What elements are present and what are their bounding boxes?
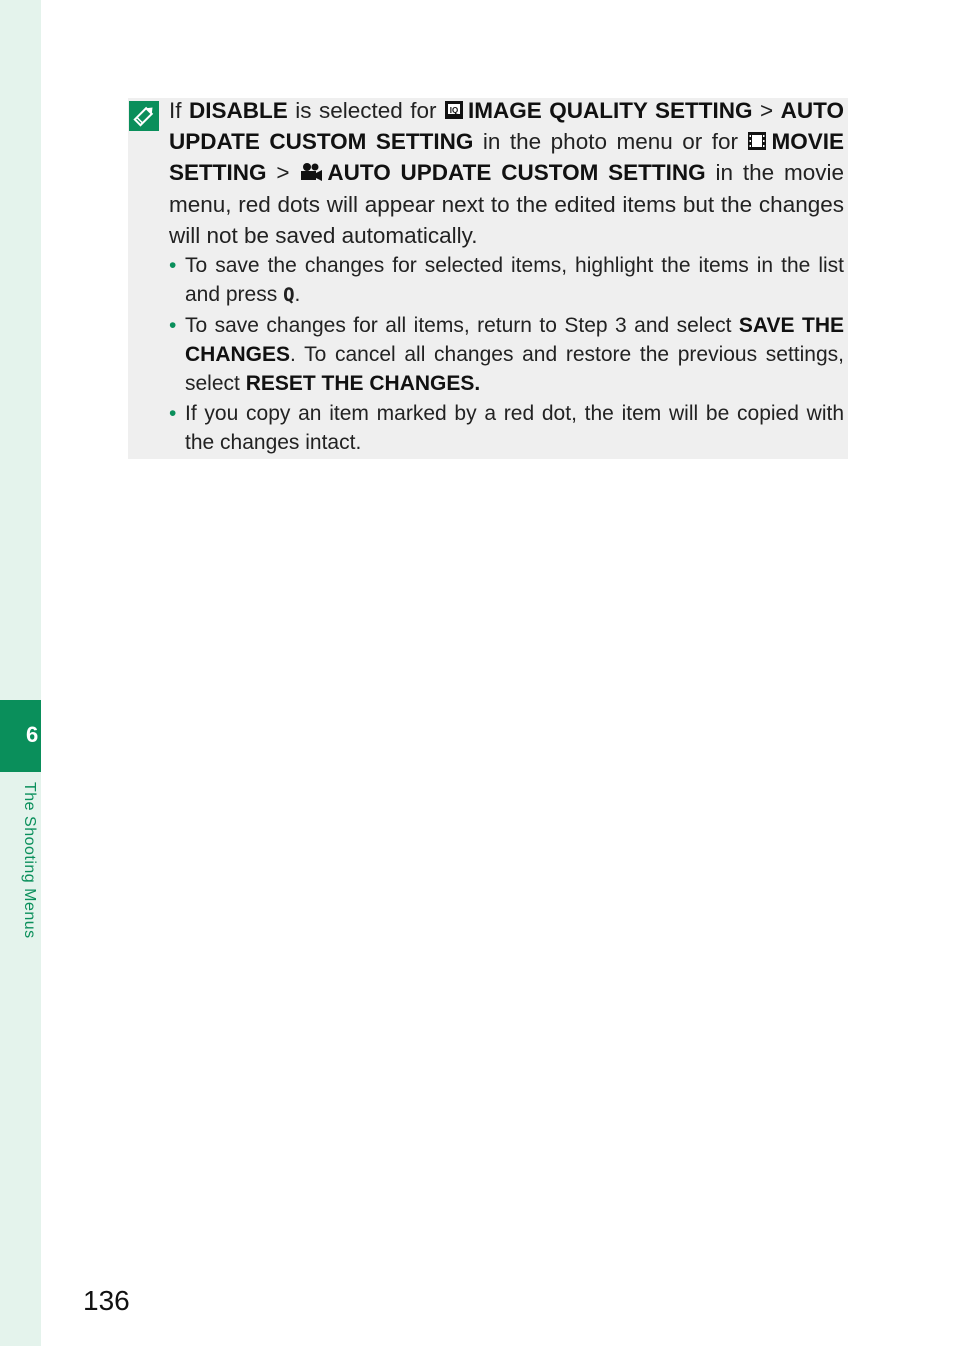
side-strip (0, 0, 41, 1346)
q-button-icon: Q (283, 284, 295, 307)
movie-setting-icon (747, 131, 767, 151)
bullet-dot-icon: • (169, 313, 177, 337)
svg-text:IQ: IQ (449, 106, 459, 115)
chapter-title: The Shooting Menus (21, 782, 38, 939)
chapter-number: 6 (26, 722, 39, 747)
movie-camera-icon (299, 162, 323, 182)
list-item: • If you copy an item marked by a red dot, the item will be copied with the changes intact. (169, 399, 844, 458)
note-bullets (169, 251, 844, 457)
note-pencil-icon (129, 101, 159, 131)
list-item: • To save the changes for selected items, highlight the items in the list and press Q. (169, 251, 844, 311)
bullet-dot-icon: • (169, 254, 177, 278)
bullet-dot-icon: • (169, 401, 177, 425)
note-body (169, 95, 844, 457)
image-quality-icon (444, 100, 464, 120)
note-paragraph: If DISABLE is selected for IQ IMAGE QUALITY SETTING > AUTO UPDATE CUSTOM SETTING in the photo menu or for MOVIE SETTING > AUTO UPDATE CUSTOM SETTING in the movie menu, red dots will appear next to the edited items but the changes will not be saved automatically. (169, 98, 844, 248)
page-number: 136 (83, 1285, 130, 1316)
list-item: • To save changes for all items, return to Step 3 and select SAVE THE CHANGES. To cancel all changes and restore the previous settings, select RESET THE CHANGES. (169, 311, 844, 399)
